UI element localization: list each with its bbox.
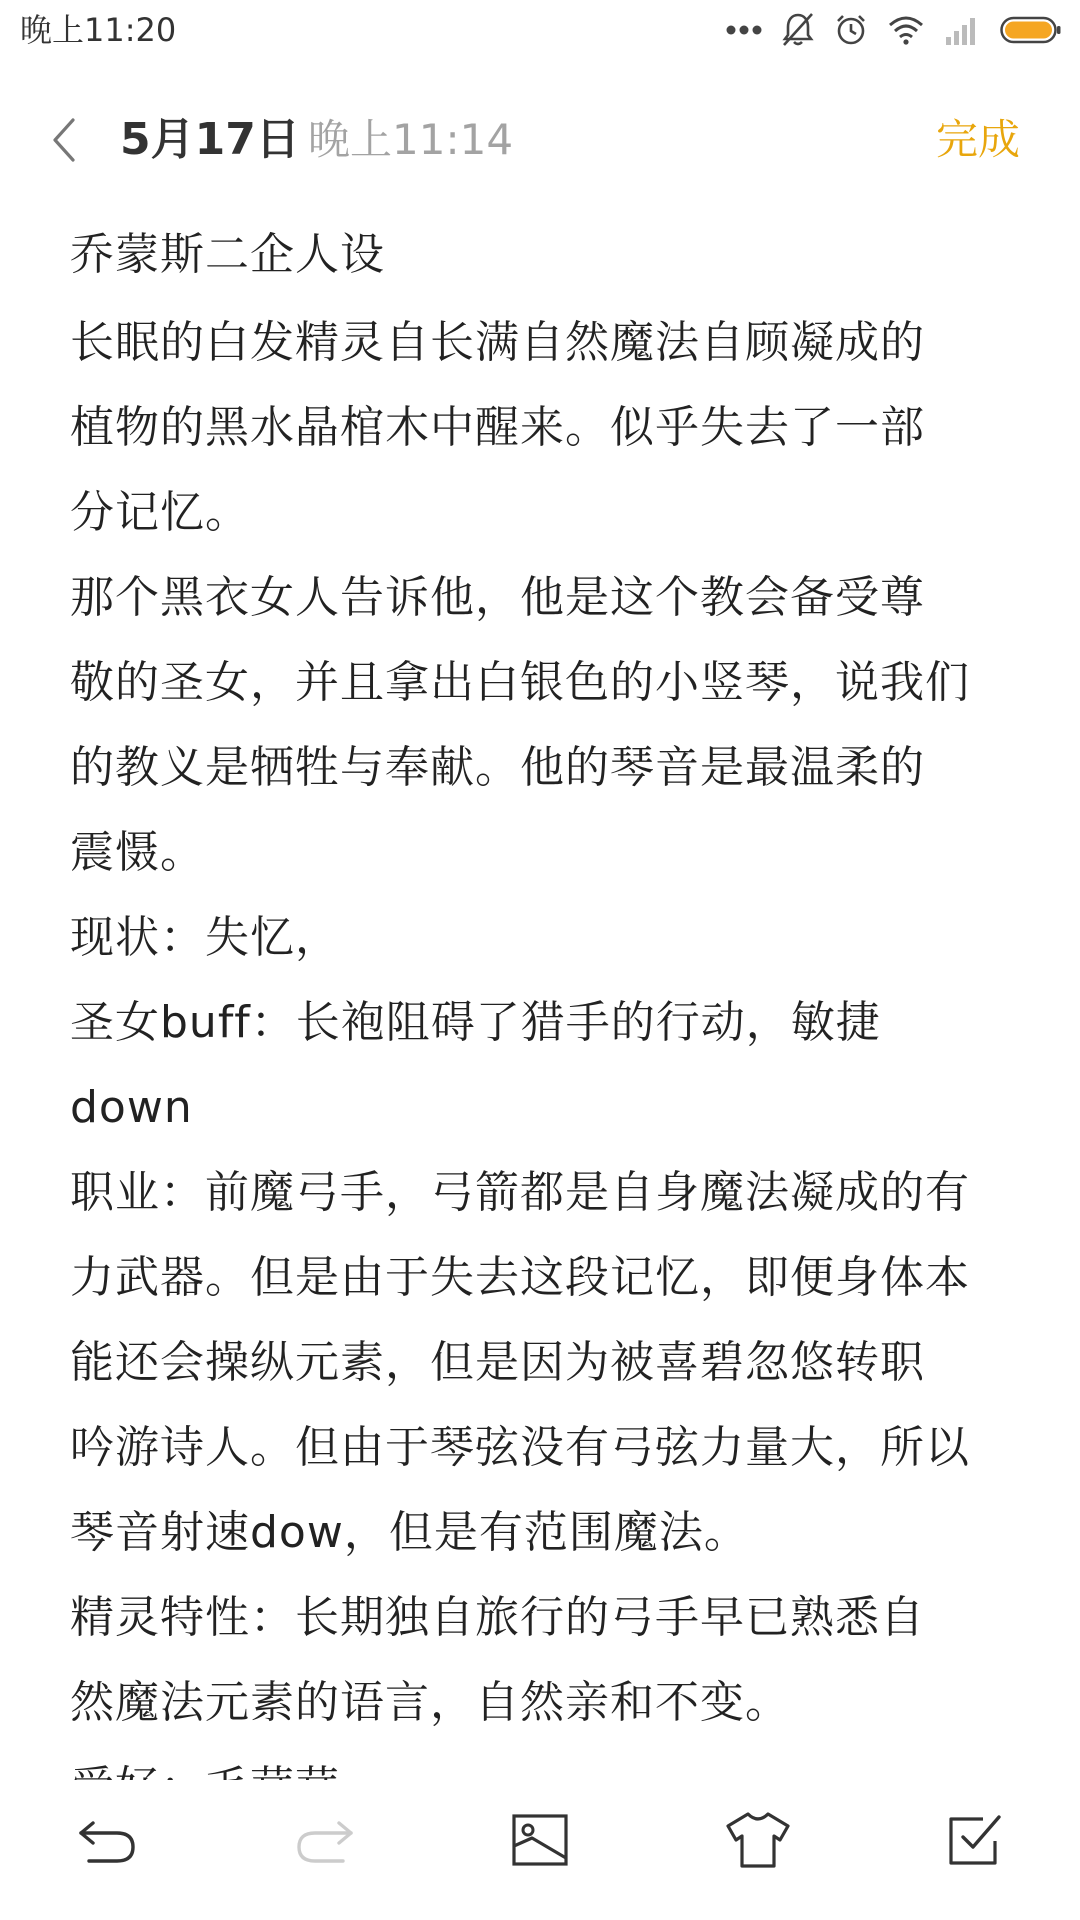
checklist-button[interactable] (935, 1800, 1015, 1880)
image-icon (510, 1812, 570, 1868)
back-button[interactable] (40, 112, 88, 168)
battery-icon (1000, 15, 1062, 45)
note-line: down (70, 1082, 193, 1133)
note-line: 的教义是牺牲与奉献。他的琴音是最温柔的 (70, 742, 925, 793)
chevron-left-icon (49, 116, 79, 164)
signal-icon (944, 15, 980, 45)
theme-shirt-icon (724, 1810, 792, 1870)
note-line: 那个黑衣女人告诉他，他是这个教会备受尊 (70, 572, 925, 623)
done-button[interactable]: 完成 (935, 115, 1020, 164)
checklist-icon (945, 1811, 1005, 1869)
note-line: 植物的黑水晶棺木中醒来。似乎失去了一部 (70, 402, 925, 453)
note-line: 震慑。 (70, 827, 205, 878)
undo-icon (75, 1815, 139, 1865)
note-line: 精灵特性：长期独自旅行的弓手早已熟悉自 (70, 1592, 925, 1643)
note-line: 能还会操纵元素，但是因为被喜碧忽悠转职 (70, 1337, 925, 1388)
note-line: 敬的圣女，并且拿出白银色的小竖琴，说我们 (70, 657, 970, 708)
status-bar (0, 0, 1080, 62)
note-line: 圣女buff：长袍阻碍了猎手的行动，敏捷 (70, 997, 881, 1048)
note-line: 吟游诗人。但由于琴弦没有弓弦力量大，所以 (70, 1422, 970, 1473)
note-title-line: 乔蒙斯二企人设 (70, 229, 385, 280)
mute-icon (782, 12, 814, 48)
undo-button[interactable] (67, 1800, 147, 1880)
alarm-icon (834, 13, 868, 47)
note-date: 5月17日 (120, 114, 300, 165)
note-line: 现状：失忆， (70, 912, 340, 963)
redo-icon (293, 1815, 357, 1865)
status-icons (726, 10, 1062, 50)
note-line: 长眠的白发精灵自长满自然魔法自顾凝成的 (70, 317, 925, 368)
insert-image-button[interactable] (500, 1800, 580, 1880)
note-line: 琴音射速dow，但是有范围魔法。 (70, 1507, 749, 1558)
theme-button[interactable] (718, 1800, 798, 1880)
note-line: 职业：前魔弓手，弓箭都是自身魔法凝成的有 (70, 1167, 970, 1218)
more-dots-icon (726, 24, 762, 36)
note-time: 晚上11:14 (308, 115, 514, 164)
editor-toolbar (0, 1780, 1080, 1920)
status-time: 晚上11:20 (20, 11, 177, 49)
wifi-icon (888, 15, 924, 45)
note-line: 然魔法元素的语言，自然亲和不变。 (70, 1677, 790, 1728)
redo-button[interactable] (285, 1800, 365, 1880)
note-editor[interactable] (70, 220, 1030, 1780)
note-header (0, 100, 1080, 180)
note-line: 分记忆。 (70, 487, 250, 538)
note-line: 力武器。但是由于失去这段记忆，即便身体本 (70, 1252, 970, 1303)
note-line-partial (70, 1745, 1030, 1785)
